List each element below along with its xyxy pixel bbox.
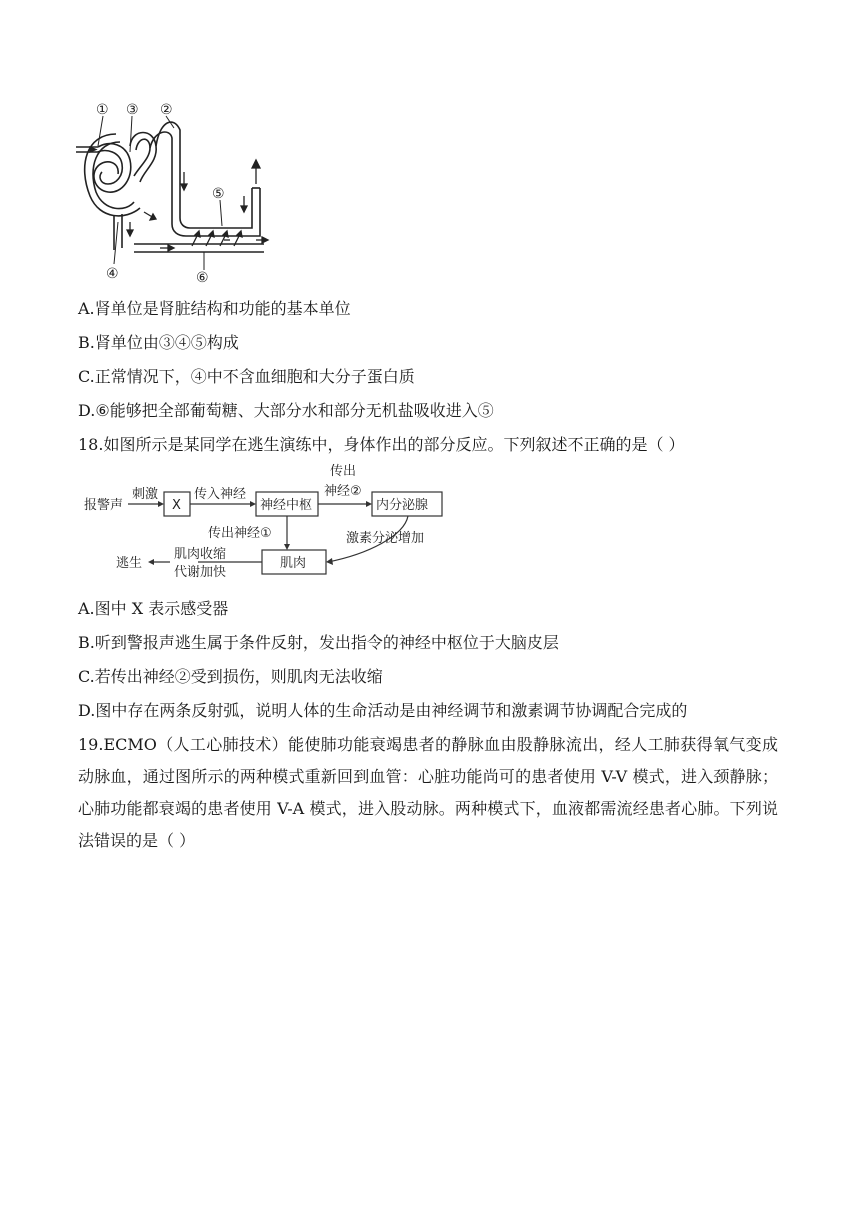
q18-option-b: B.听到警报声逃生属于条件反射，发出指令的神经中枢位于大脑皮层 — [78, 633, 559, 652]
flow-efferent2-line2: 神经② — [324, 484, 362, 499]
flow-alarm: 报警声 — [84, 498, 124, 513]
q17-option-c: C.正常情况下，④中不含血细胞和大分子蛋白质 — [78, 367, 415, 386]
flow-afferent: 传入神经 — [194, 487, 247, 502]
q18-option-d: D.图中存在两条反射弧，说明人体的生命活动是由神经调节和激素调节协调配合完成的 — [78, 701, 688, 720]
flow-escape: 逃生 — [116, 556, 143, 571]
flow-effect-line1: 肌肉收缩 — [174, 547, 227, 562]
q18-option-a: A.图中 X 表示感受器 — [78, 599, 229, 618]
q17-option-a: A.肾单位是肾脏结构和功能的基本单位 — [78, 299, 351, 318]
flow-efferent1: 传出神经① — [208, 526, 272, 541]
flow-gland: 内分泌腺 — [376, 498, 429, 513]
nephron-figure — [74, 100, 274, 286]
label-2: ② — [160, 102, 173, 118]
flow-stimulus: 刺激 — [132, 487, 159, 502]
label-4: ④ — [106, 266, 119, 282]
flow-effect-line2: 代谢加快 — [174, 565, 227, 580]
label-3: ③ — [126, 102, 139, 118]
flow-hormone: 激素分泌增加 — [346, 531, 425, 546]
reflex-flow-diagram — [78, 462, 458, 586]
label-1: ① — [96, 102, 109, 118]
label-5: ⑤ — [212, 186, 225, 202]
flow-center: 神经中枢 — [260, 498, 313, 513]
q18-option-c: C.若传出神经②受到损伤，则肌肉无法收缩 — [78, 667, 383, 686]
label-6: ⑥ — [196, 270, 209, 286]
q19-stem: 19.ECMO（人工心肺技术）能使肺功能衰竭患者的静脉血由股静脉流出，经人工肺获得氧气变成动脉血，通过图所示的两种模式重新回到血管：心脏功能尚可的患者使用 V-V 模式，进入颈静脉；心肺功能都衰竭的患者使用 V-A 模式，进入股动脉。两种模式下，血液都需流经患者心肺。下列说法错误的是（ ） — [78, 735, 778, 850]
flow-muscle: 肌肉 — [280, 556, 307, 571]
flow-efferent2-line1: 传出 — [330, 464, 357, 479]
q17-option-b: B.肾单位由③④⑤构成 — [78, 333, 239, 352]
q17-option-d: D.⑥能够把全部葡萄糖、大部分水和部分无机盐吸收进入⑤ — [78, 401, 494, 420]
flow-x: X — [172, 498, 181, 513]
q18-stem: 18.如图所示是某同学在逃生演练中，身体作出的部分反应。下列叙述不正确的是（ ） — [78, 435, 685, 454]
